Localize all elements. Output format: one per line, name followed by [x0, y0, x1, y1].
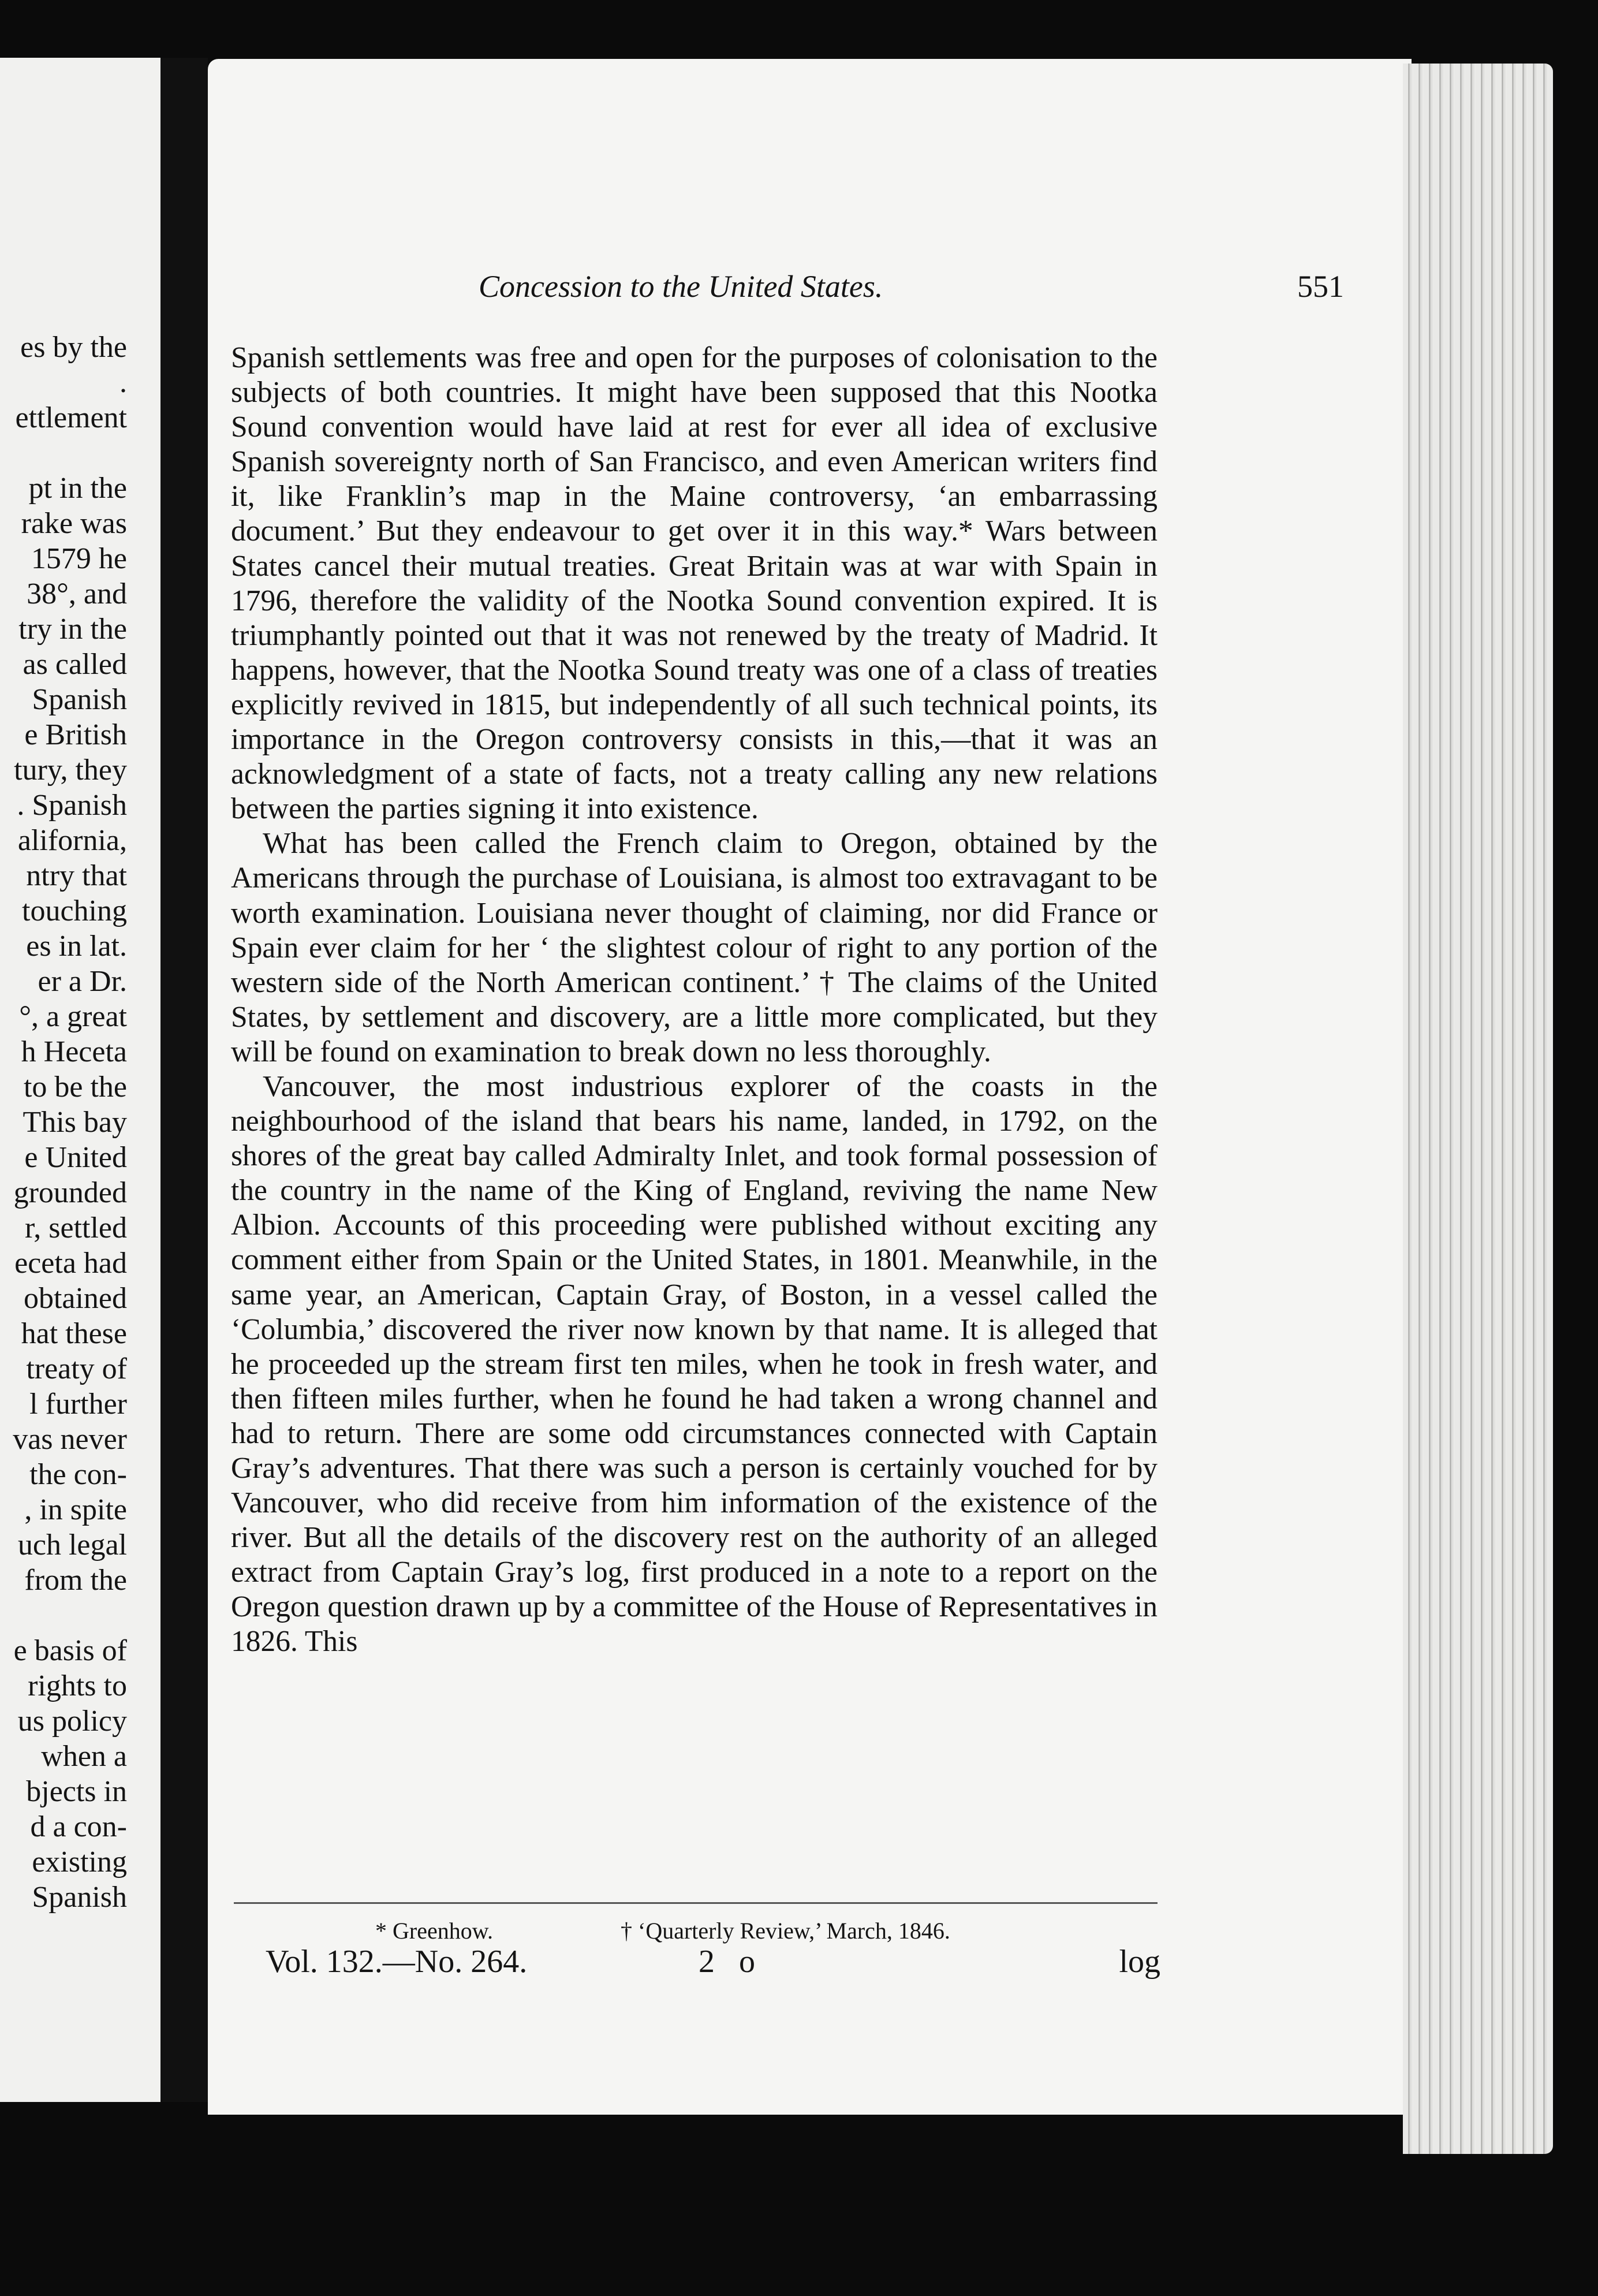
- left-page-line: .: [120, 366, 127, 399]
- left-page-line: touching: [22, 894, 127, 927]
- left-page-line: hat these: [21, 1317, 127, 1350]
- left-page-line: pt in the: [28, 472, 127, 505]
- left-page-line: us policy: [17, 1705, 127, 1738]
- page-edges: [1403, 64, 1553, 2154]
- left-page-line: e British: [24, 718, 127, 751]
- left-page-line: h Heceta: [21, 1035, 127, 1068]
- left-page-line: rights to: [28, 1669, 127, 1702]
- left-page-line: °, a great: [19, 1000, 127, 1033]
- volume-signature: Vol. 132.—No. 264.: [266, 1944, 528, 1980]
- left-page-line: d a con-: [30, 1810, 127, 1843]
- catchword: log: [1119, 1944, 1160, 1980]
- left-page-line: the con-: [29, 1458, 127, 1491]
- left-page-line: existing: [32, 1846, 127, 1878]
- edge-shadow: [1553, 64, 1598, 2154]
- left-page-fragment: [0, 58, 160, 2102]
- left-page-line: e United: [24, 1141, 127, 1174]
- left-page-line: alifornia,: [17, 824, 127, 857]
- paragraph: What has been called the French claim to Oregon, obtained by the Americans through the purchase of Louisiana, is almost too extravagant to be worth examination. Louisiana never thought of claiming, nor did France or Spain ever claim for her ‘ the slightest colour of right to any portion of the western side of the North American continent.’ † The claims of the United States, by settlement and discovery, are a little more complicated, but they will be found on examination to break down no less thoroughly.: [231, 827, 1158, 1068]
- running-title: Concession to the United States.: [479, 269, 883, 304]
- left-page-line: , in spite: [24, 1493, 127, 1526]
- left-page-line: from the: [24, 1564, 127, 1597]
- left-page-line: 38°, and: [27, 577, 127, 610]
- footnote-2: † ‘Quarterly Review,’ March, 1846.: [621, 1918, 950, 1944]
- page-number: 551: [1297, 269, 1344, 304]
- body-text: [231, 341, 1158, 1660]
- left-page-line: ettlement: [15, 401, 127, 434]
- left-page-line: er a Dr.: [38, 965, 127, 998]
- left-page-line: eceta had: [14, 1247, 127, 1280]
- left-page-line: ntry that: [26, 859, 127, 892]
- left-page-line: . Spanish: [17, 789, 127, 822]
- left-page-line: es in lat.: [26, 930, 127, 963]
- footnote-rule: [234, 1902, 1158, 1904]
- left-page-line: bjects in: [26, 1775, 127, 1808]
- left-page-line: grounded: [13, 1176, 127, 1209]
- paragraph: Vancouver, the most industrious explorer of the coasts in the neighbourhood of the island that bears his name, landed, in 1792, on the shores of the great bay called Admiralty Inlet, and took formal possession of the country in the name of the King of England, reviving the name New Albion. Accounts of this proceeding were published without exciting any comment either from Spain or the United States, in 1801. Meanwhile, in the same year, an American, Captain Gray, of Boston, in a vessel called the ‘Columbia,’ discovered the river now known by that name. It is alleged that he proceeded up the stream first ten miles, when he took in fresh water, and then fifteen miles further, when he found he had taken a wrong channel and had to return. There are some odd circumstances connected with Captain Gray’s adventures. That there was such a person is certainly vouched for by Vancouver, who did receive from him information of the existence of the river. But all the details of the discovery rest on the authority of an alleged extract from Captain Gray’s log, first produced in a note to a report on the Oregon question drawn up by a committee of the House of Representatives in 1826. This: [231, 1069, 1158, 1658]
- left-page-line: rake was: [21, 507, 127, 540]
- signature-line: [266, 1943, 1160, 1984]
- left-page-line: This bay: [23, 1106, 127, 1139]
- left-page-line: Spanish: [32, 1881, 127, 1914]
- footnote-1: * Greenhow.: [375, 1918, 494, 1944]
- left-page-line: try in the: [18, 613, 127, 646]
- running-header: [231, 269, 1344, 315]
- left-page-line: e basis of: [13, 1634, 127, 1667]
- left-page-line: es by the: [20, 331, 127, 364]
- left-page-line: as called: [23, 648, 127, 681]
- signature-mark: 2 o: [699, 1944, 763, 1980]
- left-page-line: to be the: [23, 1071, 127, 1104]
- left-page-line: when a: [41, 1740, 127, 1773]
- left-page-line: r, settled: [25, 1212, 127, 1244]
- book-gutter: [160, 58, 208, 2102]
- left-page-line: l further: [29, 1388, 127, 1421]
- left-page-line: treaty of: [26, 1352, 127, 1385]
- left-page-line: obtained: [23, 1282, 127, 1315]
- left-page-line: uch legal: [17, 1529, 127, 1561]
- left-page-line: tury, they: [14, 754, 127, 787]
- left-page-line: vas never: [13, 1423, 127, 1456]
- left-page-line: Spanish: [32, 683, 127, 716]
- left-page-line: 1579 he: [31, 542, 127, 575]
- paragraph: Spanish settlements was free and open for the purposes of colonisation to the subjects of both countries. It might have been supposed that this Nootka Sound convention would have laid at rest for ever all idea of exclusive Spanish sovereignty north of San Francisco, and even American writers find it, like Franklin’s map in the Maine controversy, ‘an embarrassing document.’ But they endeavour to get over it in this way.* Wars between States cancel their mutual treaties. Great Britain was at war with Spain in 1796, therefore the validity of the Nootka Sound convention expired. It is triumphantly pointed out that it was not renewed by the treaty of Madrid. It happens, however, that the Nootka Sound treaty was one of a class of treaties explicitly revived in 1815, but independently of all such technical points, its importance in the Oregon controversy consists in this,—that it was an acknowledgment of a state of facts, not a treaty calling any new relations between the parties signing it into existence.: [231, 341, 1158, 826]
